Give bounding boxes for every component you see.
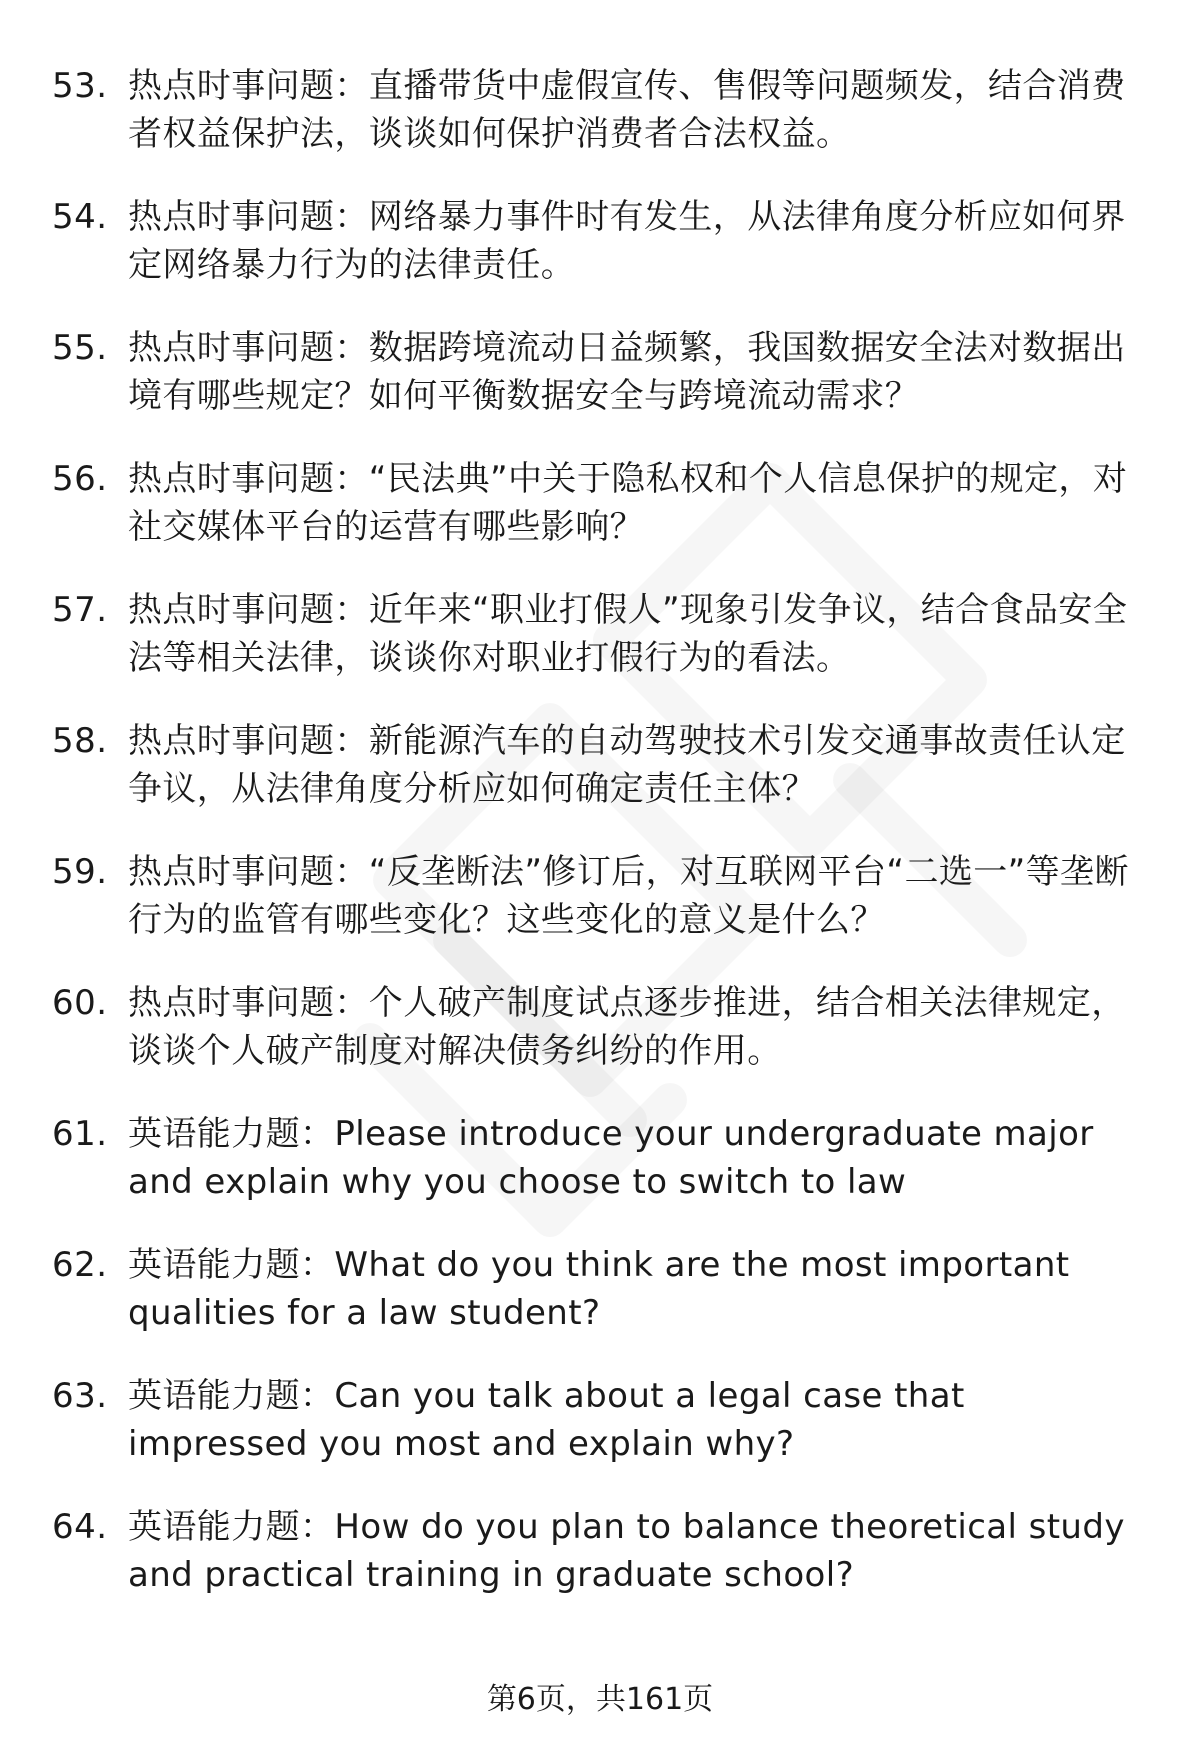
item-number: 61. [52,1114,108,1154]
page-footer [0,1680,1200,1720]
question-list [52,62,1152,1634]
list-item [52,1503,1152,1634]
list-item [52,193,1152,324]
item-number: 64. [52,1507,108,1547]
item-number: 59. [52,852,108,892]
item-number: 56. [52,459,108,499]
item-text: 热点时事问题：近年来“职业打假人”现象引发争议，结合食品安全法等相关法律，谈谈你对职业打假行为的看法。 [128,590,1128,678]
item-number: 57. [52,590,108,630]
item-number: 60. [52,983,108,1023]
list-item [52,1372,1152,1503]
list-item [52,455,1152,586]
item-text: 英语能力题：Please introduce your undergraduate major and explain why you choose to switch to law [128,1114,1094,1202]
item-number: 55. [52,328,108,368]
list-item [52,717,1152,848]
item-text: 英语能力题：How do you plan to balance theoretical study and practical training in graduate school? [128,1507,1125,1595]
item-number: 58. [52,721,108,761]
item-text: 热点时事问题：“民法典”中关于隐私权和个人信息保护的规定，对社交媒体平台的运营有哪些影响？ [128,459,1128,547]
list-item [52,1241,1152,1372]
list-item [52,1110,1152,1241]
item-number: 53. [52,66,108,106]
item-text: 热点时事问题：网络暴力事件时有发生，从法律角度分析应如何界定网络暴力行为的法律责任。 [128,197,1126,285]
item-text: 热点时事问题：新能源汽车的自动驾驶技术引发交通事故责任认定争议，从法律角度分析应如何确定责任主体？ [128,721,1126,809]
list-item [52,979,1152,1110]
list-item [52,586,1152,717]
item-text: 热点时事问题：“反垄断法”修订后，对互联网平台“二选一”等垄断行为的监管有哪些变化？这些变化的意义是什么？ [128,852,1129,940]
item-number: 62. [52,1245,108,1285]
page-number: 第6页，共161页 [486,1682,714,1717]
item-number: 63. [52,1376,108,1416]
item-text: 英语能力题：What do you think are the most important qualities for a law student? [128,1245,1070,1333]
item-text: 热点时事问题：个人破产制度试点逐步推进，结合相关法律规定，谈谈个人破产制度对解决债务纠纷的作用。 [128,983,1126,1071]
list-item [52,324,1152,455]
item-text: 英语能力题：Can you talk about a legal case that impressed you most and explain why? [128,1376,965,1464]
item-number: 54. [52,197,108,237]
list-item [52,848,1152,979]
list-item [52,62,1152,193]
item-text: 热点时事问题：直播带货中虚假宣传、售假等问题频发，结合消费者权益保护法，谈谈如何保护消费者合法权益。 [128,66,1126,154]
item-text: 热点时事问题：数据跨境流动日益频繁，我国数据安全法对数据出境有哪些规定？如何平衡数据安全与跨境流动需求？ [128,328,1126,416]
